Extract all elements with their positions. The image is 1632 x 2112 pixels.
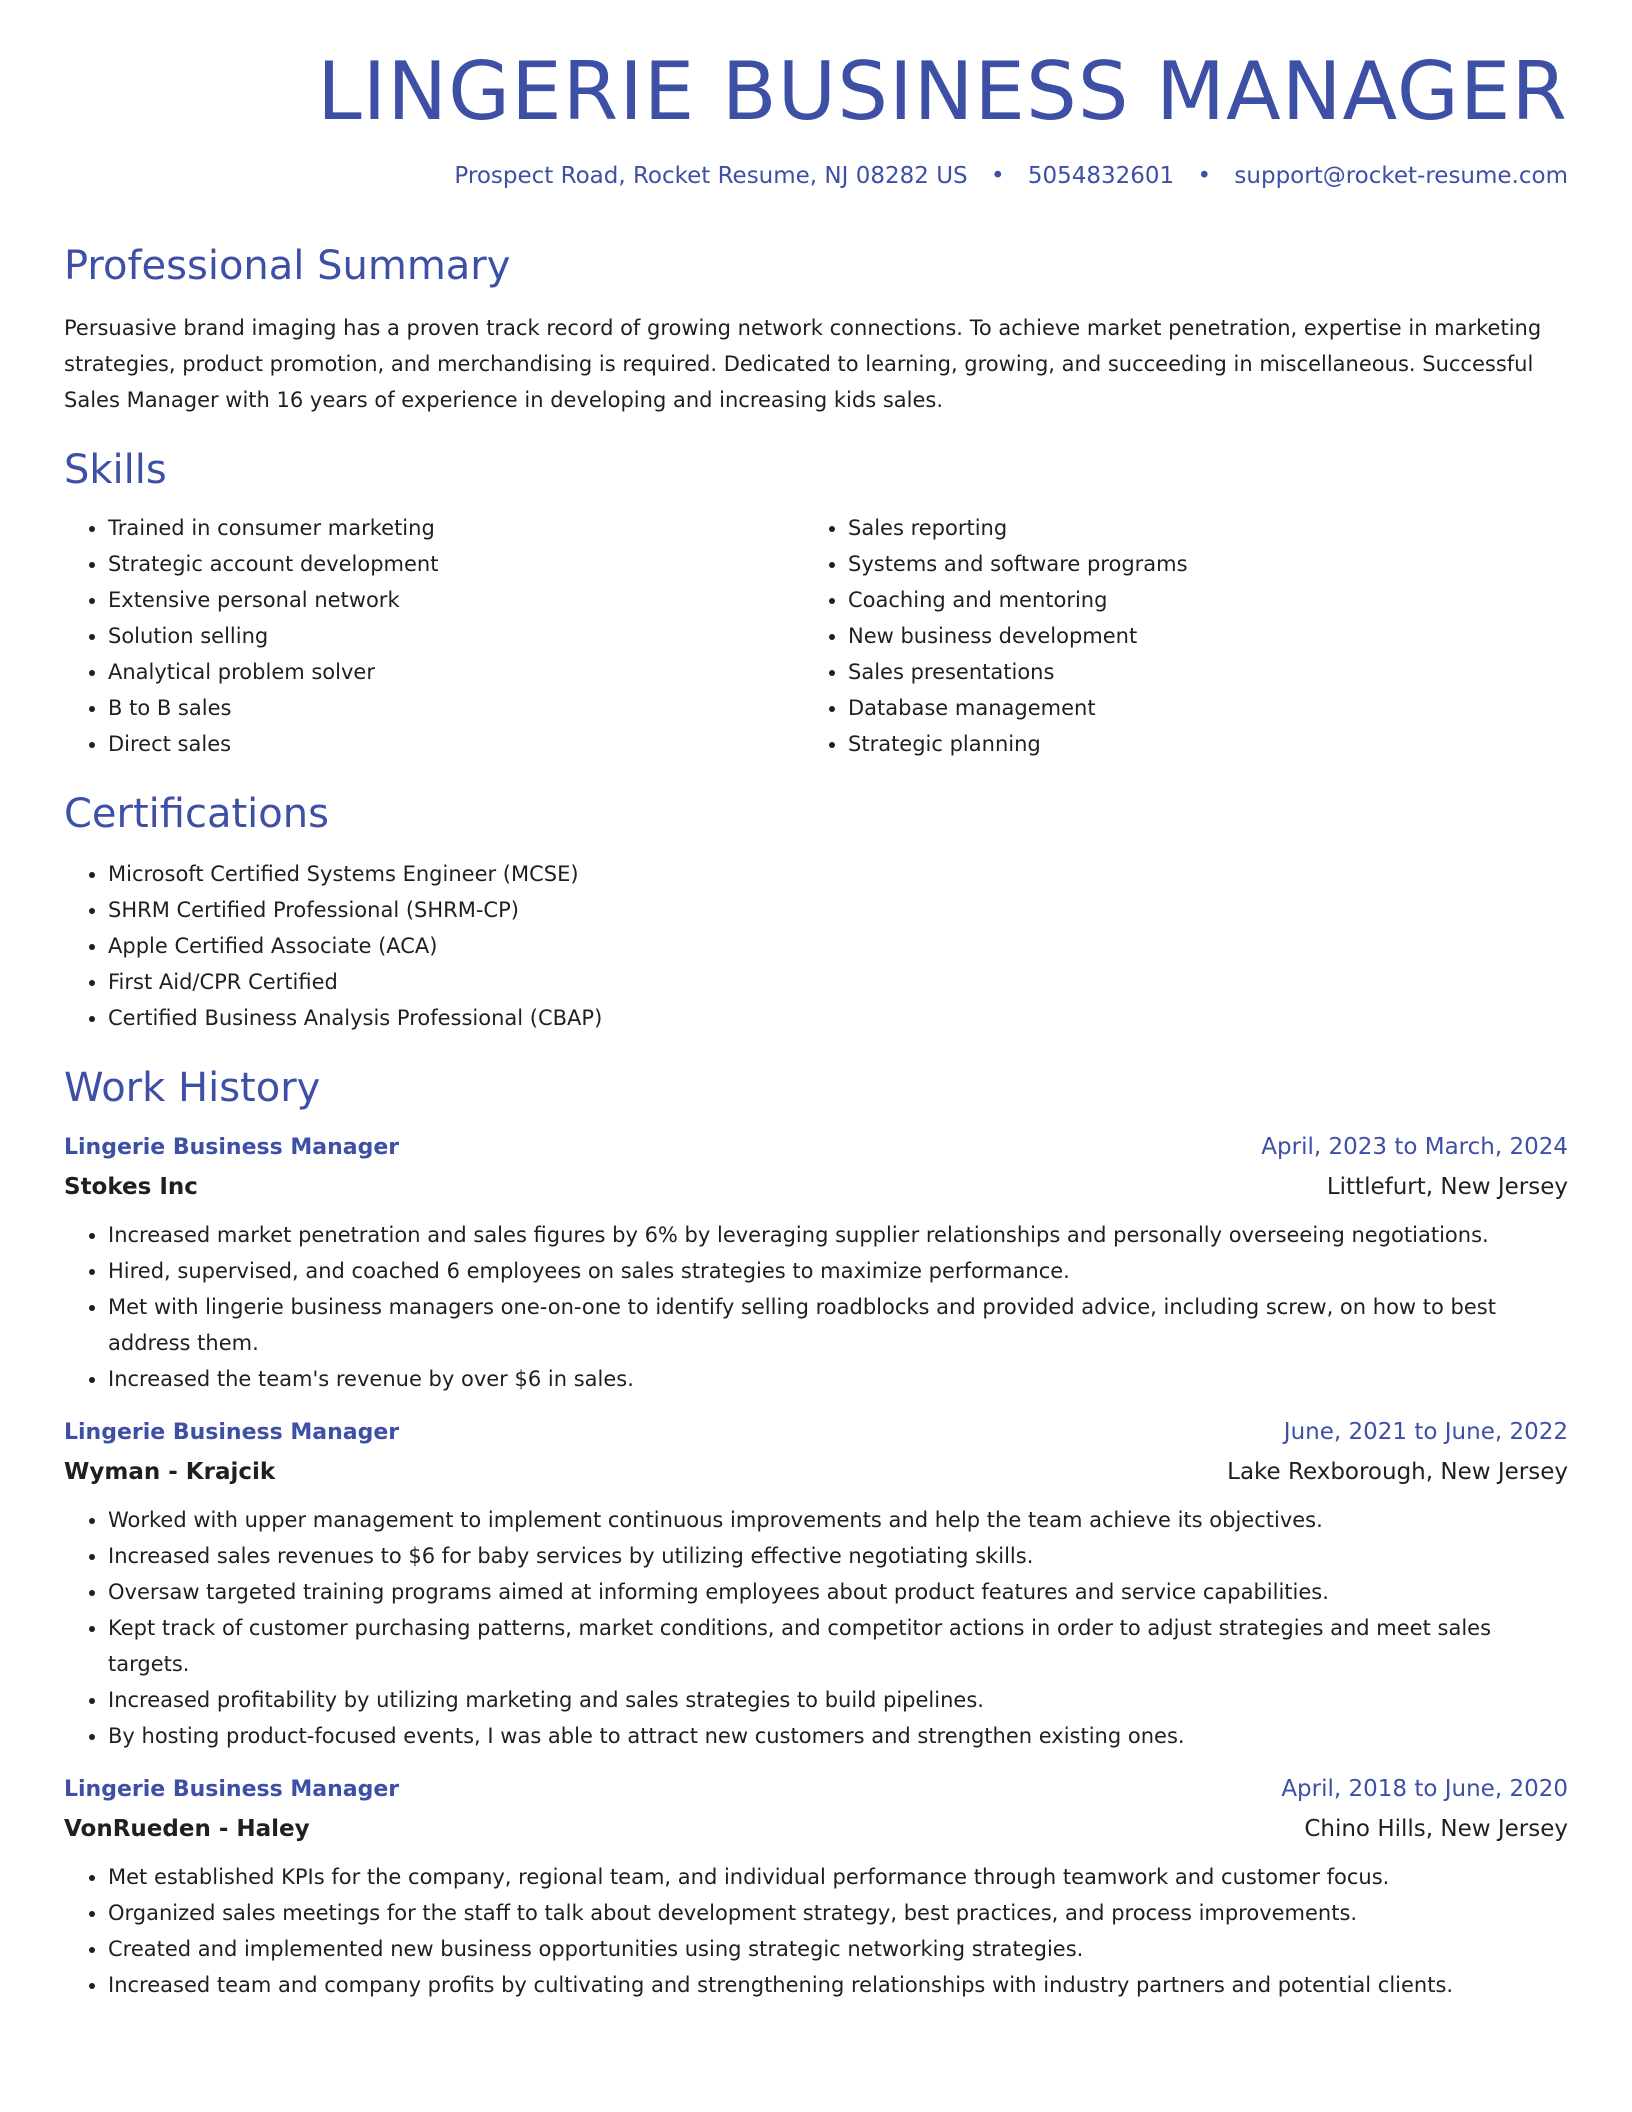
skill-item: • B to B sales <box>108 690 804 726</box>
job-dates: June, 2021 to June, 2022 <box>1283 1418 1568 1445</box>
skill-item: • New business development <box>848 618 1564 654</box>
certifications-list <box>64 856 1568 1036</box>
job-entry <box>64 1128 1568 1397</box>
job-title: Lingerie Business Manager <box>64 1776 400 1802</box>
skill-item: • Database management <box>848 690 1564 726</box>
job-company-row <box>64 1452 1568 1492</box>
job-location: Lake Rexborough, New Jersey <box>1227 1458 1568 1485</box>
job-bullet: • Created and implemented new business opportunities using strategic networking strategies. <box>108 1931 1568 1967</box>
job-company: VonRueden - Haley <box>64 1815 310 1842</box>
skill-item: • Strategic account development <box>108 546 804 582</box>
skill-item: • Systems and software programs <box>848 546 1564 582</box>
skills-column-right <box>804 510 1564 762</box>
job-bullet: • By hosting product-focused events, I was able to attract new customers and strengthen existing ones. <box>108 1718 1568 1754</box>
job-dates: April, 2023 to March, 2024 <box>1261 1133 1568 1160</box>
job-bullets <box>64 1502 1568 1754</box>
contact-address: Prospect Road, Rocket Resume, NJ 08282 US <box>454 163 968 189</box>
job-company: Wyman - Krajcik <box>64 1458 276 1485</box>
job-dates: April, 2018 to June, 2020 <box>1281 1775 1568 1802</box>
skills-column-left <box>64 510 804 762</box>
job-company-row <box>64 1167 1568 1207</box>
job-bullets <box>64 1859 1568 2003</box>
skill-item: • Sales presentations <box>848 654 1564 690</box>
skill-item: • Analytical problem solver <box>108 654 804 690</box>
job-bullet: • Increased team and company profits by cultivating and strengthening relationships with industry partners and potential clients. <box>108 1967 1568 2003</box>
certification-item: • Apple Certified Associate (ACA) <box>108 928 1568 964</box>
candidate-name: LINGERIE BUSINESS MANAGER <box>317 45 1568 138</box>
skill-item: • Solution selling <box>108 618 804 654</box>
job-header-row <box>64 1413 1568 1452</box>
job-title: Lingerie Business Manager <box>64 1419 400 1445</box>
contact-separator: • <box>1197 163 1212 189</box>
skill-item: • Extensive personal network <box>108 582 804 618</box>
section-title-summary: Professional Summary <box>64 242 511 289</box>
job-bullet: • Oversaw targeted training programs aimed at informing employees about product features and service capabilities. <box>108 1574 1568 1610</box>
job-bullet: • Increased the team's revenue by over $6 in sales. <box>108 1361 1568 1397</box>
job-entry <box>64 1770 1568 2003</box>
contact-line <box>64 162 1568 192</box>
skill-item: • Coaching and mentoring <box>848 582 1564 618</box>
section-title-skills: Skills <box>64 446 167 493</box>
job-company: Stokes Inc <box>64 1173 198 1200</box>
skills-list-right <box>804 510 1564 762</box>
section-title-certifications: Certifications <box>64 790 329 837</box>
job-location: Chino Hills, New Jersey <box>1304 1815 1568 1842</box>
skills-list-left <box>64 510 804 762</box>
certification-item: • Certified Business Analysis Professional (CBAP) <box>108 1000 1568 1036</box>
job-title: Lingerie Business Manager <box>64 1134 400 1160</box>
skill-item: • Strategic planning <box>848 726 1564 762</box>
job-bullets <box>64 1217 1568 1397</box>
job-header-row <box>64 1128 1568 1167</box>
contact-phone: 5054832601 <box>1027 163 1175 189</box>
job-bullet: • Organized sales meetings for the staff to talk about development strategy, best practices, and process improvements. <box>108 1895 1568 1931</box>
section-title-work-history: Work History <box>64 1064 321 1111</box>
summary-text: Persuasive brand imaging has a proven track record of growing network connections. To achieve market penetration, expertise in marketing strategies, product promotion, and merchandising is required. Dedicated to learning, growing, and succeeding in miscellaneous. Successful Sales Manager with 16 years of experience in developing and increasing kids sales. <box>64 315 1542 412</box>
skills-grid <box>64 510 1568 762</box>
contact-email: support@rocket-resume.com <box>1234 163 1568 189</box>
certification-item: • First Aid/CPR Certified <box>108 964 1568 1000</box>
job-entry <box>64 1413 1568 1754</box>
job-company-row <box>64 1809 1568 1849</box>
certification-item: • Microsoft Certified Systems Engineer (MCSE) <box>108 856 1568 892</box>
contact-separator: • <box>990 163 1005 189</box>
skill-item: • Direct sales <box>108 726 804 762</box>
job-bullet: • Met with lingerie business managers one-on-one to identify selling roadblocks and provided advice, including screw, on how to best address them. <box>108 1289 1568 1361</box>
job-location: Littlefurt, New Jersey <box>1326 1173 1568 1200</box>
job-bullet: • Worked with upper management to implement continuous improvements and help the team achieve its objectives. <box>108 1502 1568 1538</box>
job-bullet: • Increased sales revenues to $6 for baby services by utilizing effective negotiating skills. <box>108 1538 1568 1574</box>
job-bullet: • Increased profitability by utilizing marketing and sales strategies to build pipelines. <box>108 1682 1568 1718</box>
job-bullet: • Increased market penetration and sales figures by 6% by leveraging supplier relationships and personally overseeing negotiations. <box>108 1217 1568 1253</box>
certification-item: • SHRM Certified Professional (SHRM-CP) <box>108 892 1568 928</box>
job-bullet: • Kept track of customer purchasing patterns, market conditions, and competitor actions in order to adjust strategies and meet sales targets. <box>108 1610 1568 1682</box>
job-bullet: • Met established KPIs for the company, regional team, and individual performance through teamwork and customer focus. <box>108 1859 1568 1895</box>
skill-item: • Trained in consumer marketing <box>108 510 804 546</box>
job-header-row <box>64 1770 1568 1809</box>
job-bullet: • Hired, supervised, and coached 6 employees on sales strategies to maximize performance. <box>108 1253 1568 1289</box>
skill-item: • Sales reporting <box>848 510 1564 546</box>
